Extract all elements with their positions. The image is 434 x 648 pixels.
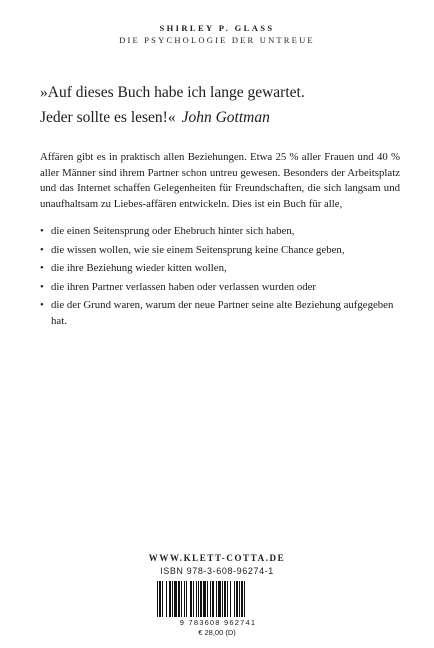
barcode-bars (151, 581, 285, 617)
list-item (40, 298, 400, 329)
bullet-icon: • (40, 280, 44, 293)
list-item-text: die wissen wollen, wie sie einem Seitensprung keine Chance geben, (51, 243, 345, 256)
list-item-text: die ihre Beziehung wieder kitten wollen, (51, 262, 227, 274)
quote-line-1: »Auf dieses Buch habe ich lange gewartet. (40, 84, 305, 101)
bullet-icon: • (40, 262, 44, 274)
quote-author: John Gottman (181, 109, 270, 126)
blurb-quote (40, 80, 420, 130)
quote-line-2 (40, 105, 420, 130)
publisher-url: WWW.KLETT-COTTA.DE (148, 553, 286, 563)
barcode-digits: 9 783608 962741 (179, 618, 257, 627)
price: € 28,00 (D) (198, 628, 236, 637)
cover-header (0, 22, 434, 46)
list-item (40, 261, 400, 277)
quote-text: Jeder sollte es lesen!« (40, 109, 176, 126)
list-item-text: die ihren Partner verlassen haben oder verlassen wurden oder (51, 280, 317, 293)
barcode-block (151, 581, 285, 627)
bullet-icon: • (40, 225, 44, 237)
description (40, 150, 400, 332)
list-item-text: die der Grund waren, warum der neue Partner seine alte Beziehung aufgegeben hat. (51, 299, 394, 327)
list-item-text: die einen Seitensprung oder Ehebruch hinter sich haben, (51, 225, 295, 237)
audience-list (40, 224, 400, 329)
publisher-footer (0, 552, 434, 577)
list-item (40, 243, 400, 259)
bullet-icon: • (40, 243, 44, 256)
book-title: DIE PSYCHOLOGIE DER UNTREUE (119, 35, 315, 45)
isbn: ISBN 978-3-608-96274-1 (160, 566, 274, 576)
list-item (40, 280, 400, 296)
barcode-icon (151, 581, 285, 617)
bullet-icon: • (40, 299, 44, 311)
description-paragraph: Affären gibt es in praktisch allen Beziehungen. Etwa 25 % aller Frauen und 40 % aller Männer sind ihrem Partner schon untreu gewesen. Besonders der Arbeitsplatz und das Internet schaffen Gelegenheiten für Freundschaften, die sich langsam und unaufhaltsam zu Liebes-affären entwickeln. Dies ist ein Buch für alle, (40, 151, 400, 210)
author-name: SHIRLEY P. GLASS (159, 23, 275, 33)
list-item (40, 224, 400, 240)
